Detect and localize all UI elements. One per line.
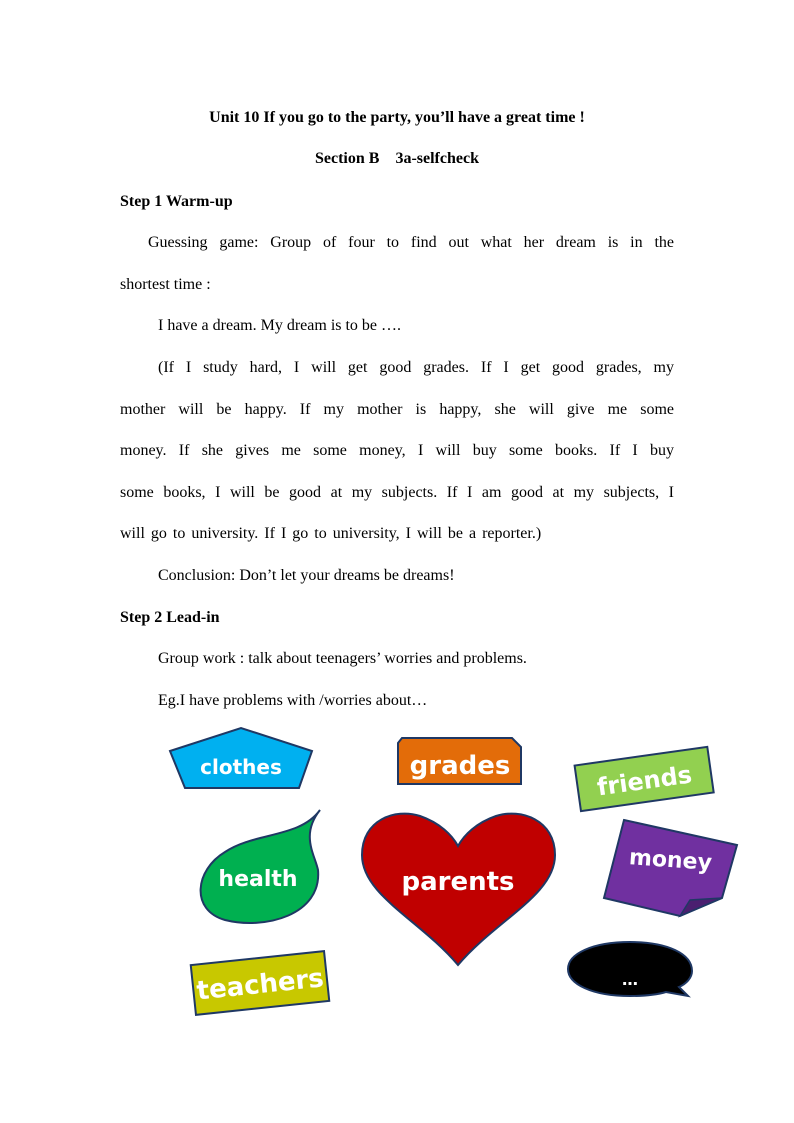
story-line-5: will go to university. If I go to university, I will be a reporter.) xyxy=(120,525,542,542)
clothes-label: clothes xyxy=(200,755,282,779)
group-work-line: Group work : talk about teenagers’ worries and problems. xyxy=(158,650,527,667)
story-line-2: mother will be happy. If my mother is happy, she will give me some xyxy=(120,401,674,418)
step1-heading: Step 1 Warm-up xyxy=(120,193,233,210)
parents-tag xyxy=(362,814,555,965)
more-tag xyxy=(568,942,692,996)
more-label: … xyxy=(622,970,638,989)
worry-tags-area xyxy=(0,720,794,1030)
page-title: Unit 10 If you go to the party, you’ll have a great time ! xyxy=(209,109,585,126)
clothes-tag xyxy=(170,728,312,788)
money-tag xyxy=(604,820,737,916)
dream-line: I have a dream. My dream is to be …. xyxy=(158,317,402,334)
example-line: Eg.I have problems with /worries about… xyxy=(158,692,428,709)
grades-label: grades xyxy=(409,751,511,781)
section-title: Section B 3a-selfcheck xyxy=(315,150,479,167)
friends-tag xyxy=(575,747,714,811)
story-line-4: some books, I will be good at my subjects. If I am good at my subjects, I xyxy=(120,484,674,501)
money-label: money xyxy=(628,845,713,876)
health-tag xyxy=(201,810,320,923)
story-line-1: (If I study hard, I will get good grades. If I get good grades, my xyxy=(158,359,674,376)
grades-tag xyxy=(398,738,521,784)
step2-heading: Step 2 Lead-in xyxy=(120,609,220,626)
guessing-game-line-1: Guessing game: Group of four to find out what her dream is in the xyxy=(148,234,674,251)
health-label: health xyxy=(218,867,298,892)
teachers-tag xyxy=(191,951,329,1015)
parents-label: parents xyxy=(401,867,515,897)
story-line-3: money. If she gives me some money, I will buy some books. If I buy xyxy=(120,442,674,459)
conclusion-line: Conclusion: Don’t let your dreams be dreams! xyxy=(158,567,455,584)
guessing-game-line-2: shortest time : xyxy=(120,276,211,293)
teachers-label: teachers xyxy=(195,963,326,1007)
friends-label: friends xyxy=(595,760,694,802)
